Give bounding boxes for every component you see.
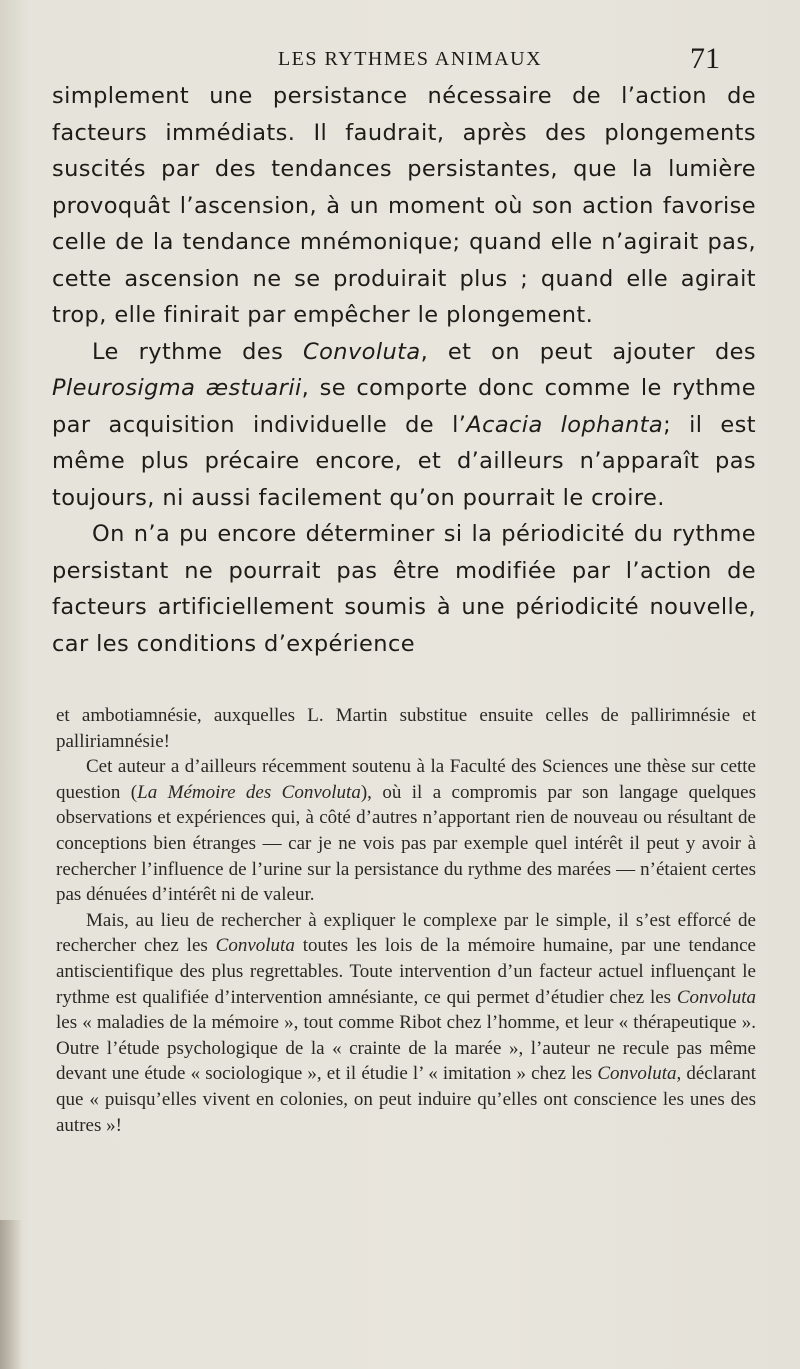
text-span: , se comporte donc comme le rythme par acquisition individuelle de l’ [52, 375, 756, 438]
footnote-paragraph-3 [56, 908, 756, 1138]
footnote-paragraph-2 [56, 754, 756, 908]
italic-title: La Mémoire des Convoluta [137, 781, 361, 803]
paragraph-2 [52, 334, 756, 517]
footnote [56, 703, 756, 1138]
running-title: LES RYTHMES ANIMAUX [277, 48, 543, 70]
text-span: , déclarant que « puisqu’elles vivent en colonies, on peut induire qu’elles ont conscience les unes des autres »! [56, 1063, 756, 1136]
main-text [52, 78, 756, 662]
text-span: toutes les lois de la mémoire humaine, par une tendance antiscientifique des plus regrettables. Toute intervention d’un facteur actuel influençant le rythme est qualifiée d’intervention amnésiante, ce qui permet d’étudier chez les [56, 935, 756, 1008]
italic-term: Convoluta [676, 986, 756, 1008]
text-span: , et on peut ajouter des [420, 338, 756, 365]
text-span: ), où il a compromis par son langage quelques observations et expériences qui, à côté d’autres n’apportant rien de nouveau ou résultant de conceptions bien étranges — car je ne vois pas par exemple quel intérêt il peut y avoir à rechercher l’influence de l’urine sur la persistance du rythme des marées — n’étaient certes pas dénuées d’intérêt ni de valeur. [56, 781, 756, 906]
paragraph-3: On n’a pu encore déterminer si la périodicité du rythme persistant ne pourrait pas être modifiée par l’action de facteurs artificiellement soumis à une périodicité nouvelle, car les conditions d’expérience [52, 521, 756, 657]
page-number: 71 [690, 42, 720, 75]
text-span: Mais, au lieu de rechercher à expliquer le complexe par le simple, il s’est efforcé de rechercher chez les [56, 909, 756, 957]
text-span: Cet auteur a d’ailleurs récemment soutenu à la Faculté des Sciences une thèse sur cette question ( [56, 756, 756, 803]
text-span: ; il est même plus précaire encore, et d’ailleurs n’apparaît pas toujours, ni aussi facilement qu’on pourrait le croire. [52, 411, 756, 511]
text-span: Le rythme des [92, 338, 304, 365]
page-edge-shadow [0, 1220, 22, 1369]
italic-term: Convoluta [303, 338, 421, 365]
italic-term: Convoluta [215, 935, 295, 957]
italic-term: Acacia lophanta [466, 411, 664, 438]
italic-term: Convoluta [597, 1063, 677, 1085]
paragraph-1: simplement une persistance nécessaire de l’action de facteurs immédiats. Il faudrait, après des plongements suscités par des tendances persistantes, que la lumière provoquât l’ascension, à un moment où son action favorise celle de la tendance mnémonique; quand elle n’agirait pas, cette ascension ne se produirait plus ; quand elle agirait trop, elle finirait par empêcher le plongement. [52, 83, 756, 328]
footnote-paragraph-1: et ambotiamnésie, auxquelles L. Martin substitue ensuite celles de pallirimnésie et palliriamnésie! [56, 705, 756, 752]
text-span: les « maladies de la mémoire », tout comme Ribot chez l’homme, et leur « thérapeutique ». Outre l’étude psychologique de la « crainte de la marée », l’auteur ne recule pas même devant une étude « sociologique », et il étudie l’ « imitation » chez les [56, 1012, 756, 1085]
italic-term: Pleurosigma æstuarii [52, 375, 302, 401]
